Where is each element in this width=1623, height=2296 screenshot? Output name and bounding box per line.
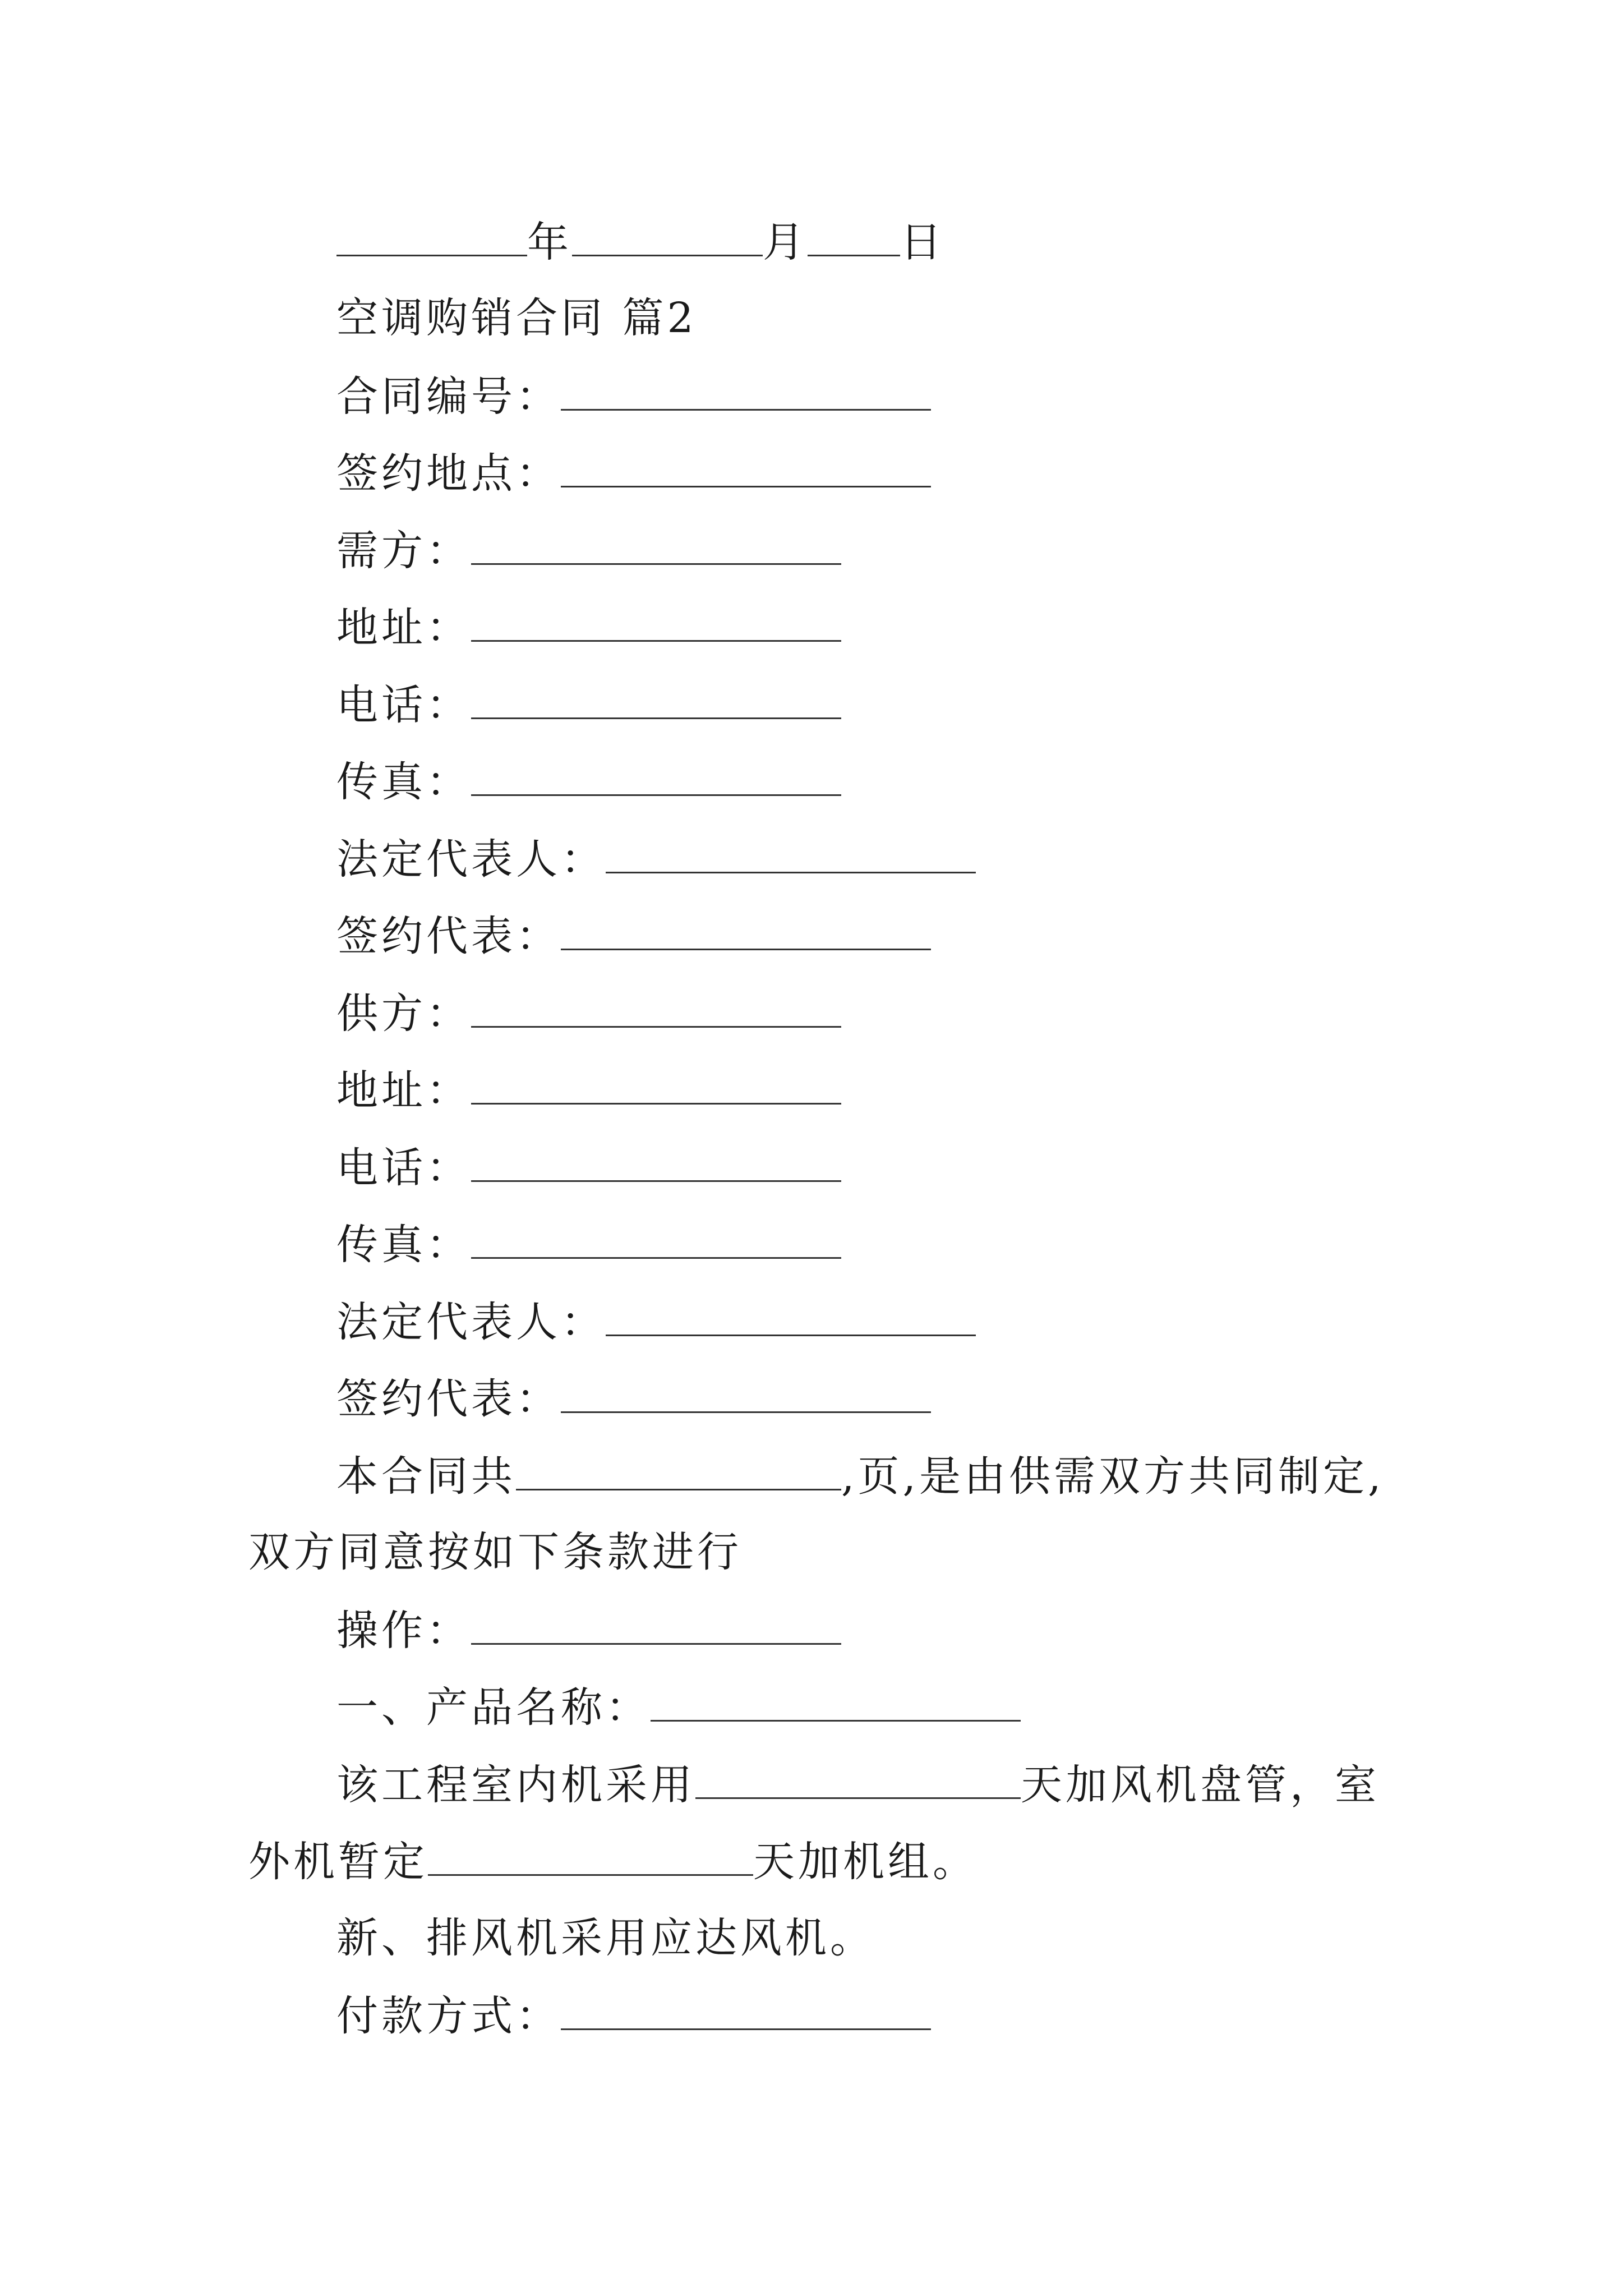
buyer-phone-blank [471,676,841,719]
operation-blank [471,1602,841,1645]
seller-legal-rep-line [336,1293,976,1349]
indoor-sentence-part3: 外机暂定 [248,1838,428,1886]
pages-count-blank [516,1447,841,1490]
buyer-sign-rep-blank [561,907,931,950]
pages-sentence-part2: ,页,是由供需双方共同制定, [841,1452,1385,1501]
payment-label: 付款方式： [336,1992,561,2040]
buyer-address-blank [471,599,841,642]
seller-fax-blank [471,1216,841,1259]
buyer-phone-label: 电话： [336,681,471,729]
document-heading: 空调购销合同 篇2 [336,294,697,342]
year-label: 年 [527,218,572,266]
seller-phone-label: 电话： [336,1144,471,1192]
seller-address-blank [471,1061,841,1105]
indoor-sentence-part1: 该工程室内机采用 [336,1761,695,1809]
buyer-address-label: 地址： [336,604,471,652]
buyer-fax-blank [471,753,841,796]
buyer-sign-rep-line [336,907,931,963]
seller-sign-rep-blank [561,1370,931,1413]
operation-label: 操作： [336,1607,471,1655]
seller-fax-line [336,1216,841,1272]
sign-place-label: 签约地点： [336,449,561,498]
buyer-line [336,522,841,578]
payment-blank [561,1987,931,2030]
product-name-line [336,1678,1021,1734]
fan-sentence: 新、排风机采用应达风机。 [336,1914,875,1962]
seller-address-label: 地址： [336,1066,471,1115]
month-label: 月 [763,218,808,266]
month-blank [572,213,763,256]
seller-phone-line [336,1139,841,1195]
seller-fax-label: 传真： [336,1221,471,1269]
day-label: 日 [900,218,945,266]
payment-line [336,1987,931,2043]
sign-place-line [336,444,931,500]
buyer-fax-label: 传真： [336,758,471,806]
seller-line [336,984,841,1041]
sign-place-blank [561,444,931,487]
buyer-address-line [336,599,841,655]
buyer-legal-rep-line [336,830,976,886]
seller-label: 供方： [336,990,471,1038]
day-blank [808,213,900,256]
seller-sign-rep-label: 签约代表： [336,1375,561,1423]
indoor-sentence-part4: 天加机组。 [753,1838,978,1886]
buyer-label: 需方： [336,527,471,575]
operation-line [336,1602,841,1658]
pages-sentence-line1 [336,1447,1385,1503]
indoor-unit-blank [695,1756,1021,1799]
buyer-phone-line [336,676,841,732]
product-name-label: 一、产品名称： [336,1683,651,1732]
indoor-sentence-part2: 天加风机盘管，室 [1021,1761,1380,1809]
date-line [336,213,945,269]
seller-address-line [336,1061,841,1117]
buyer-legal-rep-label: 法定代表人： [336,835,606,884]
seller-phone-blank [471,1139,841,1182]
buyer-sign-rep-label: 签约代表： [336,912,561,960]
seller-sign-rep-line [336,1370,931,1426]
product-name-blank [651,1678,1021,1722]
seller-blank [471,984,841,1028]
pages-sentence-line2: 双方同意按如下条款进行 [248,1528,742,1576]
buyer-legal-rep-blank [606,830,976,873]
year-blank [336,213,527,256]
buyer-blank [471,522,841,565]
pages-sentence-part1: 本合同共 [336,1452,516,1501]
buyer-fax-line [336,753,841,809]
seller-legal-rep-label: 法定代表人： [336,1298,606,1346]
indoor-sentence-line1 [336,1756,1380,1812]
outdoor-unit-blank [428,1833,753,1876]
contract-no-label: 合同编号： [336,372,561,421]
indoor-sentence-line2 [248,1833,978,1889]
contract-no-blank [561,367,931,411]
contract-no-line [336,367,931,424]
seller-legal-rep-blank [606,1293,976,1336]
